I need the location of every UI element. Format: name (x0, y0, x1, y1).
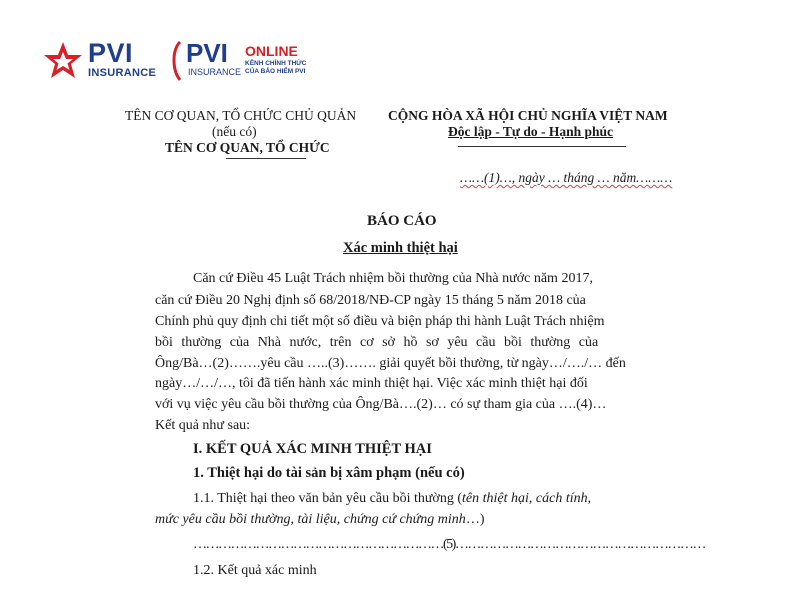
star-icon (42, 40, 84, 82)
online-text: ONLINE (245, 43, 298, 59)
paragraph-line: Chính phủ quy định chi tiết một số điều và biện pháp thi hành Luật Trách nhiệm (155, 314, 605, 329)
subsection-heading: 1. Thiệt hại do tài sản bị xâm phạm (nếu có) (193, 465, 465, 481)
motto-underline (458, 146, 626, 147)
swoosh-icon (170, 40, 184, 82)
paragraph-line: bồi thường của Nhà nước, trên cơ sở hồ sơ yêu cầu bồi thường của (155, 335, 599, 350)
agency-parent-note: (nếu có) (212, 124, 257, 139)
online-insurance-text: INSURANCE (188, 67, 242, 77)
paragraph-line: Căn cứ Điều 45 Luật Trách nhiệm bồi thường của Nhà nước năm 2017, (193, 271, 593, 286)
nation-motto: Độc lập - Tự do - Hạnh phúc (448, 124, 614, 139)
item-1-1-end: …) (465, 512, 485, 527)
paragraph-line: với vụ việc yêu cầu bồi thường của Ông/Bà….(2)… có sự tham gia của ….(4)… (155, 397, 607, 412)
item-1-1-cont (155, 512, 484, 528)
item-1-2: 1.2. Kết quả xác minh (193, 563, 317, 578)
paragraph-line: căn cứ Điều 20 Nghị định số 68/2018/NĐ-CP ngày 15 tháng 5 năm 2018 của (155, 293, 586, 308)
online-pvi-text: PVI (186, 38, 228, 68)
online-tagline (245, 60, 306, 76)
agency-underline (226, 158, 306, 159)
online-tagline-1: KÊNH CHÍNH THỨC (245, 60, 307, 67)
paragraph-line: Kết quả như sau: (155, 418, 251, 433)
item-1-1 (193, 491, 591, 507)
dotted-fill-line: ……………………………………………………(5)…………………………………………………… (193, 537, 705, 552)
item-1-1-italic-a: tên thiệt hại, cách tính, (462, 491, 592, 506)
logo-insurance-text: INSURANCE (88, 67, 157, 79)
section-heading: I. KẾT QUẢ XÁC MINH THIỆT HẠI (193, 441, 432, 457)
logo-pvi-text: PVI (88, 38, 134, 68)
pvi-insurance-logo (42, 40, 164, 84)
paragraph-line: ngày…/…/…, tôi đã tiến hành xác minh thiệt hại. Việc xác minh thiệt hại đối (155, 376, 588, 391)
agency-name-text: TÊN CƠ QUAN, TỔ CHỨC (165, 140, 330, 155)
agency-parent-name: TÊN CƠ QUAN, TỔ CHỨC CHỦ QUẢN (125, 108, 357, 123)
document-title: BÁO CÁO (367, 213, 437, 229)
document-subtitle: Xác minh thiệt hại (343, 240, 458, 256)
item-1-1-label: 1.1. Thiệt hại theo văn bản yêu cầu bồi thường ( (193, 491, 463, 506)
paragraph-line: Ông/Bà…(2)…….yêu cầu …..(3)……. giải quyết bồi thường, từ ngày…/…./… đến (155, 356, 626, 371)
agency-name (165, 140, 330, 156)
item-1-1-italic-b: mức yêu cầu bồi thường, tài liệu, chứng cứ chứng minh (155, 512, 466, 527)
online-tagline-2: CỦA BẢO HIỂM PVI (245, 68, 306, 75)
nation-title: CỘNG HÒA XÃ HỘI CHỦ NGHĨA VIỆT NAM (388, 108, 668, 123)
date-line: ……(1)…, ngày … tháng … năm……… (460, 170, 673, 185)
pvi-online-logo (170, 40, 320, 84)
